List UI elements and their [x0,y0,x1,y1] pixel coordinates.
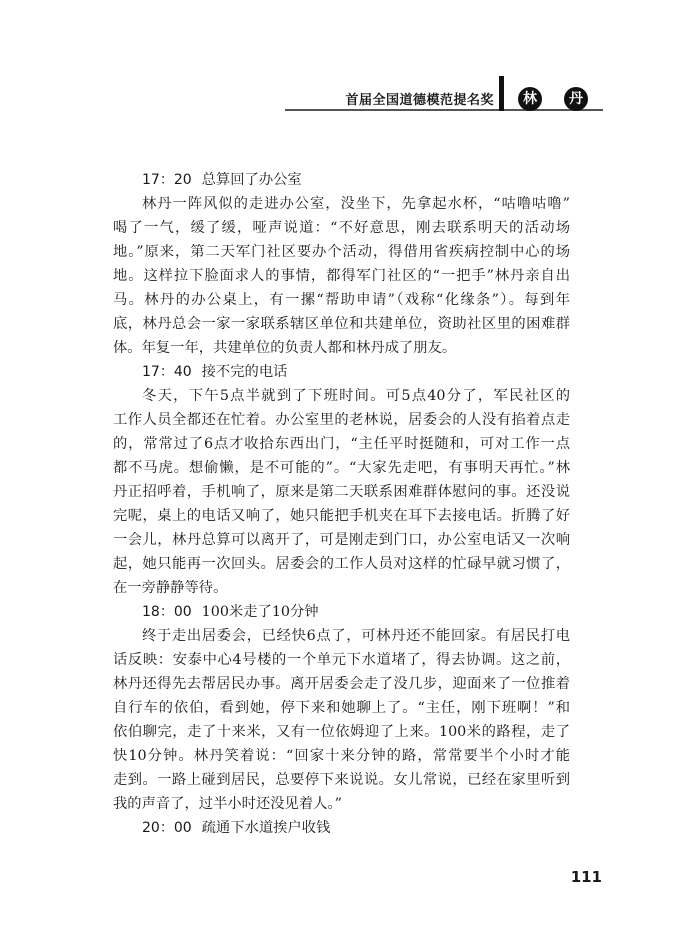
paragraph-line: 依伯聊完，走了十来米，又有一位依姆迎了上来。100米的路程，走了 [113,724,570,740]
running-header-title: 首届全国道德模范提名奖 [345,93,494,108]
header-divider-bar [499,76,504,111]
paragraph-line: 的，常常过了6点才收拾东西出门，“主任平时挺随和，可对工作一点 [113,436,570,452]
section-time: 20：00 [142,820,192,836]
paragraph-line: 马。林丹的办公桌上，有一摞“帮助申请”（戏称“化缘条”）。每到年 [113,292,570,308]
section-time: 18：00 [142,604,192,620]
paragraph-line: 工作人员全都还在忙着。办公室里的老林说，居委会的人没有掐着点走 [113,412,570,428]
name-seal-lin: 林 [518,87,542,111]
section-heading [113,816,570,840]
article-body [113,168,570,840]
paragraph-line: 都不马虎。想偷懒，是不可能的”。“大家先走吧，有事明天再忙。”林 [113,460,570,476]
section-title: 100米走了10分钟 [201,604,319,620]
paragraph-line: 自行车的依伯，看到她，停下来和她聊上了。“主任，刚下班啊！”和 [113,700,570,716]
paragraph-line: 林丹还得先去帮居民办事。离开居委会走了没几步，迎面来了一位推着 [113,676,570,692]
paragraph-line: 喝了一气，缓了缓，哑声说道：“不好意思，刚去联系明天的活动场 [113,220,570,236]
section-title: 总算回了办公室 [201,172,302,188]
paragraph-line: 快10分钟。林丹笑着说：“回家十来分钟的路，常常要半个小时才能 [113,748,570,764]
section-heading [113,168,570,192]
paragraph-line: 冬天，下午5点半就到了下班时间。可5点40分了，军民社区的 [142,388,570,404]
paragraph-line: 起，她只能再一次回头。居委会的工作人员对这样的忙碌早就习惯了， [113,556,570,572]
paragraph-line: 底，林丹总会一家一家联系辖区单位和共建单位，资助社区里的困难群 [113,316,570,332]
paragraph-line: 林丹一阵风似的走进办公室，没坐下，先拿起水杯，“咕噜咕噜” [142,196,570,212]
paragraph-line: 完呢，桌上的电话又响了，她只能把手机夹在耳下去接电话。折腾了好 [113,508,570,524]
paragraph-line: 丹正招呼着，手机响了，原来是第二天联系困难群体慰问的事。还没说 [113,484,570,500]
section-title: 疏通下水道挨户收钱 [201,820,331,836]
paragraph-line: 在一旁静静等待。 [113,580,228,596]
section-time: 17：20 [142,172,192,188]
page-number: 111 [570,868,602,886]
paragraph-line: 终于走出居委会，已经快6点了，可林丹还不能回家。有居民打电 [142,628,570,644]
section-time: 17：40 [142,364,192,380]
paragraph-line: 地。”原来，第二天军门社区要办个活动，得借用省疾病控制中心的场 [113,244,570,260]
paragraph-line: 一会儿，林丹总算可以离开了，可是刚走到门口，办公室电话又一次响 [113,532,570,548]
paragraph-line: 走到。一路上碰到居民，总要停下来说说。女儿常说，已经在家里听到 [113,772,570,788]
paragraph-line: 地。这样拉下脸面求人的事情，都得军门社区的“一把手”林丹亲自出 [113,268,570,284]
name-seal-dan: 丹 [564,87,588,111]
paragraph-line: 体。年复一年，共建单位的负责人都和林丹成了朋友。 [113,340,457,356]
page-header [0,0,677,120]
section-title: 接不完的电话 [201,364,288,380]
section-heading [113,600,570,624]
section-heading [113,360,570,384]
paragraph-line: 话反映：安泰中心4号楼的一个单元下水道堵了，得去协调。这之前， [113,652,570,668]
header-rule [285,109,603,111]
paragraph-line: 我的声音了，过半小时还没见着人。” [113,796,342,812]
